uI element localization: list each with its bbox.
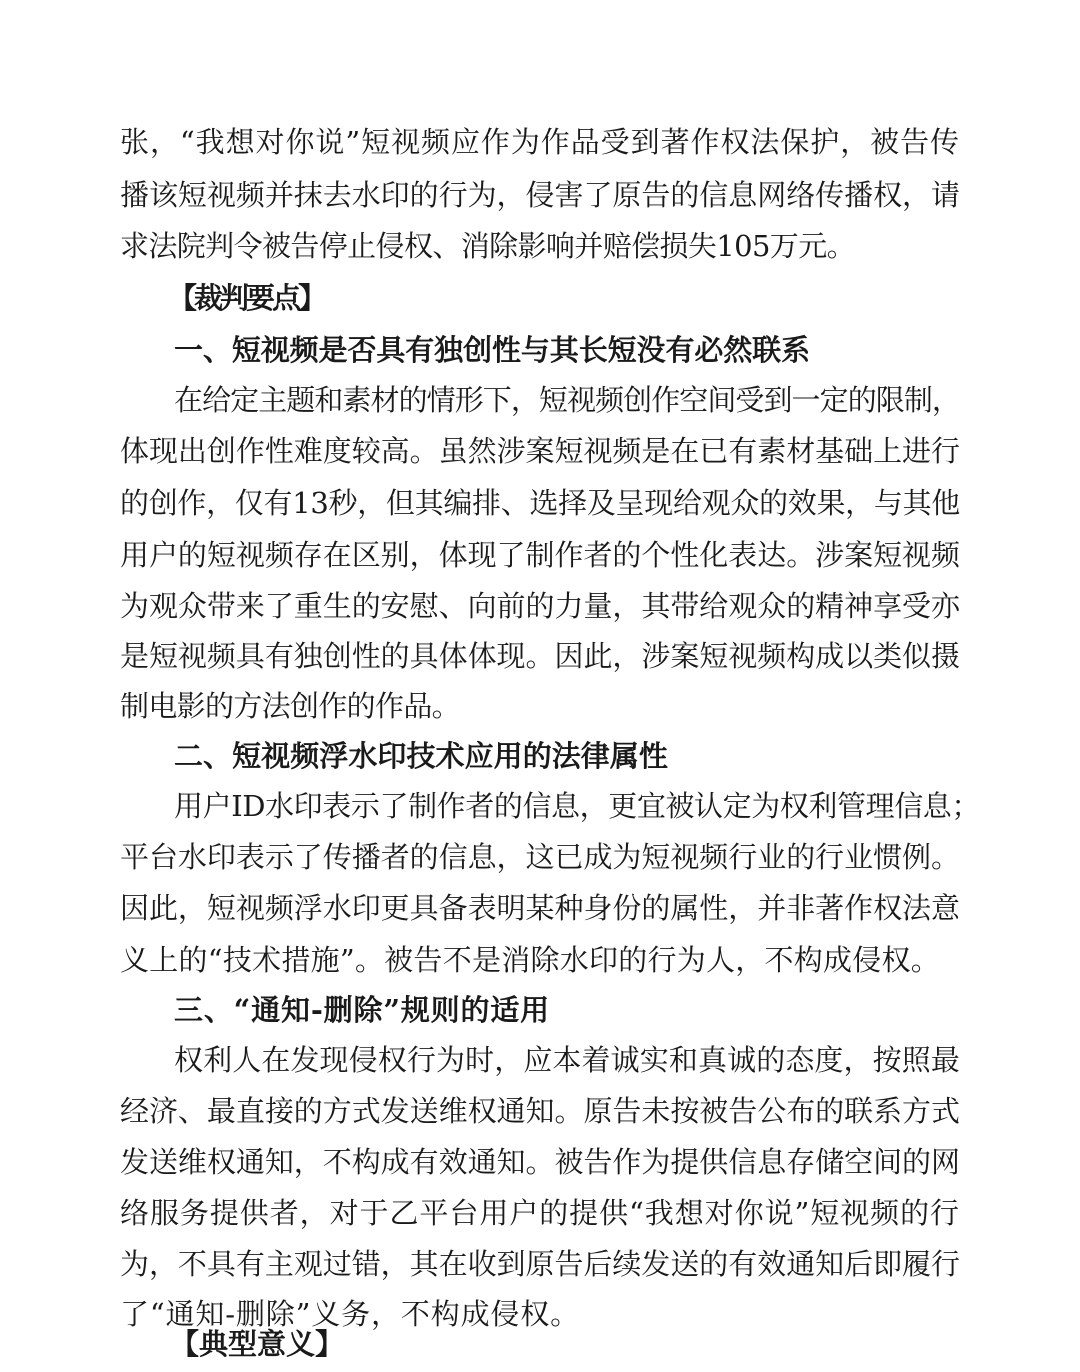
text-line: 求法院判令被告停止侵权、消除影响并赔偿损失105万元。: [120, 229, 855, 263]
text-line: 义上的“技术措施”。被告不是消除水印的行为人，不构成侵权。: [120, 943, 940, 977]
text-line: 体现出创作性难度较高。虽然涉案短视频是在已有素材基础上进行: [120, 434, 960, 468]
text-line: 的创作，仅有13秒，但其编排、选择及呈现给观众的效果，与其他: [120, 486, 960, 520]
text-line: 是短视频具有独创性的具体体现。因此，涉案短视频构成以类似摄: [120, 639, 960, 673]
cutoff-next-heading: 【典型意义】: [170, 1327, 345, 1361]
text-line: 在给定主题和素材的情形下，短视频创作空间受到一定的限制，: [174, 383, 960, 417]
section-heading: 【裁判要点】: [168, 281, 325, 315]
text-line: 为观众带来了重生的安慰、向前的力量，其带给观众的精神享受亦: [120, 589, 960, 623]
text-line: 权利人在发现侵权行为时，应本着诚实和真诚的态度，按照最: [174, 1043, 960, 1077]
text-line: 张，“我想对你说”短视频应作为作品受到著作权法保护，被告传: [120, 125, 960, 159]
section-heading: 三、“通知-删除”规则的适用: [174, 993, 550, 1027]
text-line: 为，不具有主观过错，其在收到原告后续发送的有效通知后即履行: [120, 1247, 960, 1281]
text-line: 制电影的方法创作的作品。: [120, 689, 460, 723]
section-heading: 一、短视频是否具有独创性与其长短没有必然联系: [174, 333, 810, 367]
text-line: 用户的短视频存在区别，体现了制作者的个性化表达。涉案短视频: [120, 538, 960, 572]
text-line: 发送维权通知，不构成有效通知。被告作为提供信息存储空间的网: [120, 1145, 960, 1179]
text-line: 经济、最直接的方式发送维权通知。原告未按被告公布的联系方式: [120, 1094, 960, 1128]
text-line: 了“通知-删除”义务，不构成侵权。: [120, 1297, 580, 1331]
section-heading: 二、短视频浮水印技术应用的法律属性: [174, 739, 668, 773]
text-line: 络服务提供者，对于乙平台用户的提供“我想对你说”短视频的行: [120, 1196, 960, 1230]
text-line: 播该短视频并抹去水印的行为，侵害了原告的信息网络传播权，请: [120, 178, 960, 212]
text-line: 因此，短视频浮水印更具备表明某种身份的属性，并非著作权法意: [120, 891, 960, 925]
text-line: 平台水印表示了传播者的信息，这已成为短视频行业的行业惯例。: [120, 840, 960, 874]
text-line: 用户ID水印表示了制作者的信息，更宜被认定为权利管理信息；: [174, 789, 980, 823]
